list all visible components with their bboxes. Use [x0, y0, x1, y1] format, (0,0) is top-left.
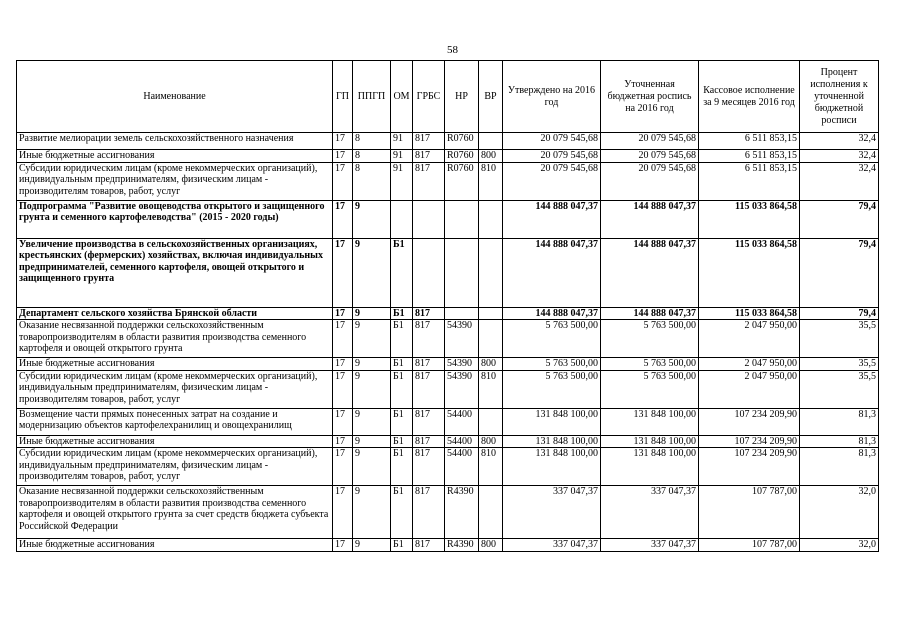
cell-gp: 17 — [333, 408, 353, 435]
cell-refined: 131 848 100,00 — [601, 408, 699, 435]
cell-name: Иные бюджетные ассигнования — [17, 150, 333, 163]
cell-ppgp: 9 — [353, 539, 391, 552]
cell-grbs: 817 — [413, 408, 445, 435]
cell-percent: 32,4 — [800, 162, 879, 200]
cell-vr: 800 — [479, 435, 503, 448]
cell-vr — [479, 320, 503, 358]
cell-gp: 17 — [333, 486, 353, 539]
cell-percent: 79,4 — [800, 238, 879, 307]
cell-vr: 800 — [479, 539, 503, 552]
budget-table — [16, 60, 879, 552]
cell-vr: 800 — [479, 150, 503, 163]
cell-nr — [445, 200, 479, 238]
cell-om: Б1 — [391, 358, 413, 371]
cell-om: Б1 — [391, 486, 413, 539]
cell-cash: 107 234 209,90 — [699, 408, 800, 435]
header-nr: НР — [445, 61, 479, 133]
cell-refined: 20 079 545,68 — [601, 133, 699, 150]
cell-percent: 81,3 — [800, 448, 879, 486]
cell-refined: 5 763 500,00 — [601, 358, 699, 371]
cell-om: Б1 — [391, 448, 413, 486]
cell-vr — [479, 486, 503, 539]
cell-name: Возмещение части прямых понесенных затрат на создание и модернизацию объектов картофелехранилищ и овощехранилищ — [17, 408, 333, 435]
cell-cash: 107 787,00 — [699, 486, 800, 539]
cell-gp: 17 — [333, 307, 353, 320]
cell-om: 91 — [391, 150, 413, 163]
cell-om: Б1 — [391, 320, 413, 358]
table-row — [17, 238, 879, 307]
cell-gp: 17 — [333, 539, 353, 552]
cell-om: Б1 — [391, 307, 413, 320]
cell-ppgp: 9 — [353, 486, 391, 539]
cell-ppgp: 9 — [353, 408, 391, 435]
cell-om: Б1 — [391, 370, 413, 408]
cell-grbs: 817 — [413, 133, 445, 150]
cell-nr: 54390 — [445, 358, 479, 371]
header-om: ОМ — [391, 61, 413, 133]
cell-approved: 144 888 047,37 — [503, 238, 601, 307]
cell-name: Субсидии юридическим лицам (кроме некоммерческих организаций), индивидуальным предпринимателям, физическим лицам - производителям товаров, работ, услуг — [17, 448, 333, 486]
cell-ppgp: 9 — [353, 370, 391, 408]
cell-grbs — [413, 200, 445, 238]
cell-nr: 54390 — [445, 320, 479, 358]
cell-cash: 6 511 853,15 — [699, 150, 800, 163]
cell-grbs: 817 — [413, 370, 445, 408]
cell-grbs: 817 — [413, 358, 445, 371]
table-row — [17, 370, 879, 408]
cell-ppgp: 8 — [353, 150, 391, 163]
cell-approved: 20 079 545,68 — [503, 150, 601, 163]
cell-ppgp: 9 — [353, 320, 391, 358]
table-row — [17, 307, 879, 320]
cell-vr — [479, 200, 503, 238]
cell-nr: R4390 — [445, 486, 479, 539]
cell-approved: 131 848 100,00 — [503, 448, 601, 486]
cell-grbs: 817 — [413, 320, 445, 358]
cell-name: Увеличение производства в сельскохозяйственных организациях, крестьянских (фермерских) хозяйствах, включая индивидуальных предпринимателей, семенного картофеля, овощей открытого и защищенного грунта — [17, 238, 333, 307]
cell-gp: 17 — [333, 320, 353, 358]
cell-name: Оказание несвязанной поддержки сельскохозяйственным товаропроизводителям в области развития производства семенного картофеля и овощей открытого грунта — [17, 320, 333, 358]
cell-cash: 6 511 853,15 — [699, 162, 800, 200]
cell-refined: 5 763 500,00 — [601, 370, 699, 408]
cell-percent: 81,3 — [800, 408, 879, 435]
cell-refined: 131 848 100,00 — [601, 448, 699, 486]
cell-name: Субсидии юридическим лицам (кроме некоммерческих организаций), индивидуальным предпринимателям, физическим лицам - производителям товаров, работ, услуг — [17, 370, 333, 408]
cell-refined: 144 888 047,37 — [601, 238, 699, 307]
cell-nr — [445, 238, 479, 307]
cell-nr: R0760 — [445, 162, 479, 200]
cell-approved: 337 047,37 — [503, 486, 601, 539]
cell-name: Подпрограмма "Развитие овощеводства открытого и защищенного грунта и семенного картофелеводства" (2015 - 2020 годы) — [17, 200, 333, 238]
cell-nr: 54400 — [445, 408, 479, 435]
cell-approved: 5 763 500,00 — [503, 358, 601, 371]
cell-approved: 5 763 500,00 — [503, 370, 601, 408]
table-row — [17, 435, 879, 448]
cell-gp: 17 — [333, 238, 353, 307]
cell-om: Б1 — [391, 435, 413, 448]
cell-percent: 32,0 — [800, 486, 879, 539]
cell-name: Оказание несвязанной поддержки сельскохозяйственным товаропроизводителям в области развития производства семенного картофеля и овощей открытого грунта за счет средств бюджета субъекта Российской Федерации — [17, 486, 333, 539]
header-grbs: ГРБС — [413, 61, 445, 133]
cell-approved: 20 079 545,68 — [503, 162, 601, 200]
header-name: Наименование — [17, 61, 333, 133]
header-refined: Уточненная бюджетная роспись на 2016 год — [601, 61, 699, 133]
header-cash: Кассовое исполнение за 9 месяцев 2016 год — [699, 61, 800, 133]
cell-gp: 17 — [333, 370, 353, 408]
table-row — [17, 486, 879, 539]
cell-approved: 20 079 545,68 — [503, 133, 601, 150]
cell-grbs: 817 — [413, 435, 445, 448]
cell-vr: 800 — [479, 358, 503, 371]
cell-percent: 32,0 — [800, 539, 879, 552]
cell-gp: 17 — [333, 435, 353, 448]
cell-percent: 81,3 — [800, 435, 879, 448]
header-approved: Утверждено на 2016 год — [503, 61, 601, 133]
cell-vr: 810 — [479, 370, 503, 408]
cell-name: Департамент сельского хозяйства Брянской области — [17, 307, 333, 320]
cell-percent: 32,4 — [800, 150, 879, 163]
cell-cash: 115 033 864,58 — [699, 238, 800, 307]
table-header-row — [17, 61, 879, 133]
cell-approved: 337 047,37 — [503, 539, 601, 552]
table-row — [17, 408, 879, 435]
cell-refined: 144 888 047,37 — [601, 307, 699, 320]
cell-ppgp: 8 — [353, 162, 391, 200]
cell-cash: 6 511 853,15 — [699, 133, 800, 150]
cell-grbs: 817 — [413, 150, 445, 163]
cell-approved: 144 888 047,37 — [503, 307, 601, 320]
cell-grbs: 817 — [413, 539, 445, 552]
cell-gp: 17 — [333, 162, 353, 200]
cell-ppgp: 9 — [353, 307, 391, 320]
cell-ppgp: 9 — [353, 238, 391, 307]
cell-ppgp: 9 — [353, 448, 391, 486]
cell-cash: 107 787,00 — [699, 539, 800, 552]
cell-vr — [479, 133, 503, 150]
cell-ppgp: 9 — [353, 200, 391, 238]
cell-om: Б1 — [391, 238, 413, 307]
table-row — [17, 320, 879, 358]
cell-approved: 131 848 100,00 — [503, 408, 601, 435]
page-number: 58 — [447, 44, 458, 56]
cell-cash: 115 033 864,58 — [699, 200, 800, 238]
cell-grbs: 817 — [413, 486, 445, 539]
cell-percent: 35,5 — [800, 358, 879, 371]
table-row — [17, 133, 879, 150]
cell-name: Развитие мелиорации земель сельскохозяйственного назначения — [17, 133, 333, 150]
cell-vr: 810 — [479, 162, 503, 200]
header-ppgp: ППГП — [353, 61, 391, 133]
cell-approved: 5 763 500,00 — [503, 320, 601, 358]
cell-refined: 337 047,37 — [601, 539, 699, 552]
cell-name: Иные бюджетные ассигнования — [17, 539, 333, 552]
table-row — [17, 358, 879, 371]
cell-nr — [445, 307, 479, 320]
table-body — [17, 133, 879, 552]
table-row — [17, 448, 879, 486]
cell-nr: 54390 — [445, 370, 479, 408]
cell-refined: 131 848 100,00 — [601, 435, 699, 448]
cell-cash: 2 047 950,00 — [699, 358, 800, 371]
header-vr: ВР — [479, 61, 503, 133]
table-row — [17, 150, 879, 163]
cell-cash: 107 234 209,90 — [699, 448, 800, 486]
cell-name: Иные бюджетные ассигнования — [17, 435, 333, 448]
cell-nr: 54400 — [445, 448, 479, 486]
cell-cash: 107 234 209,90 — [699, 435, 800, 448]
cell-vr — [479, 238, 503, 307]
cell-ppgp: 9 — [353, 435, 391, 448]
cell-grbs: 817 — [413, 448, 445, 486]
cell-om — [391, 200, 413, 238]
cell-cash: 115 033 864,58 — [699, 307, 800, 320]
cell-grbs: 817 — [413, 162, 445, 200]
table-row — [17, 539, 879, 552]
cell-percent: 79,4 — [800, 307, 879, 320]
cell-grbs — [413, 238, 445, 307]
cell-nr: R0760 — [445, 133, 479, 150]
cell-nr: 54400 — [445, 435, 479, 448]
cell-name: Субсидии юридическим лицам (кроме некоммерческих организаций), индивидуальным предпринимателям, физическим лицам - производителям товаров, работ, услуг — [17, 162, 333, 200]
cell-vr: 810 — [479, 448, 503, 486]
cell-approved: 144 888 047,37 — [503, 200, 601, 238]
cell-gp: 17 — [333, 200, 353, 238]
header-percent: Процент исполнения к уточненной бюджетной росписи — [800, 61, 879, 133]
cell-om: Б1 — [391, 408, 413, 435]
cell-refined: 144 888 047,37 — [601, 200, 699, 238]
cell-percent: 35,5 — [800, 320, 879, 358]
cell-refined: 5 763 500,00 — [601, 320, 699, 358]
cell-name: Иные бюджетные ассигнования — [17, 358, 333, 371]
cell-ppgp: 9 — [353, 358, 391, 371]
cell-gp: 17 — [333, 133, 353, 150]
cell-ppgp: 8 — [353, 133, 391, 150]
cell-approved: 131 848 100,00 — [503, 435, 601, 448]
cell-grbs: 817 — [413, 307, 445, 320]
table-row — [17, 162, 879, 200]
cell-cash: 2 047 950,00 — [699, 370, 800, 408]
cell-percent: 35,5 — [800, 370, 879, 408]
cell-om: 91 — [391, 162, 413, 200]
cell-refined: 337 047,37 — [601, 486, 699, 539]
cell-gp: 17 — [333, 358, 353, 371]
cell-om: Б1 — [391, 539, 413, 552]
cell-gp: 17 — [333, 448, 353, 486]
cell-cash: 2 047 950,00 — [699, 320, 800, 358]
table-row — [17, 200, 879, 238]
cell-refined: 20 079 545,68 — [601, 162, 699, 200]
cell-percent: 79,4 — [800, 200, 879, 238]
cell-percent: 32,4 — [800, 133, 879, 150]
cell-nr: R4390 — [445, 539, 479, 552]
cell-om: 91 — [391, 133, 413, 150]
cell-refined: 20 079 545,68 — [601, 150, 699, 163]
cell-gp: 17 — [333, 150, 353, 163]
cell-nr: R0760 — [445, 150, 479, 163]
cell-vr — [479, 307, 503, 320]
header-gp: ГП — [333, 61, 353, 133]
cell-vr — [479, 408, 503, 435]
